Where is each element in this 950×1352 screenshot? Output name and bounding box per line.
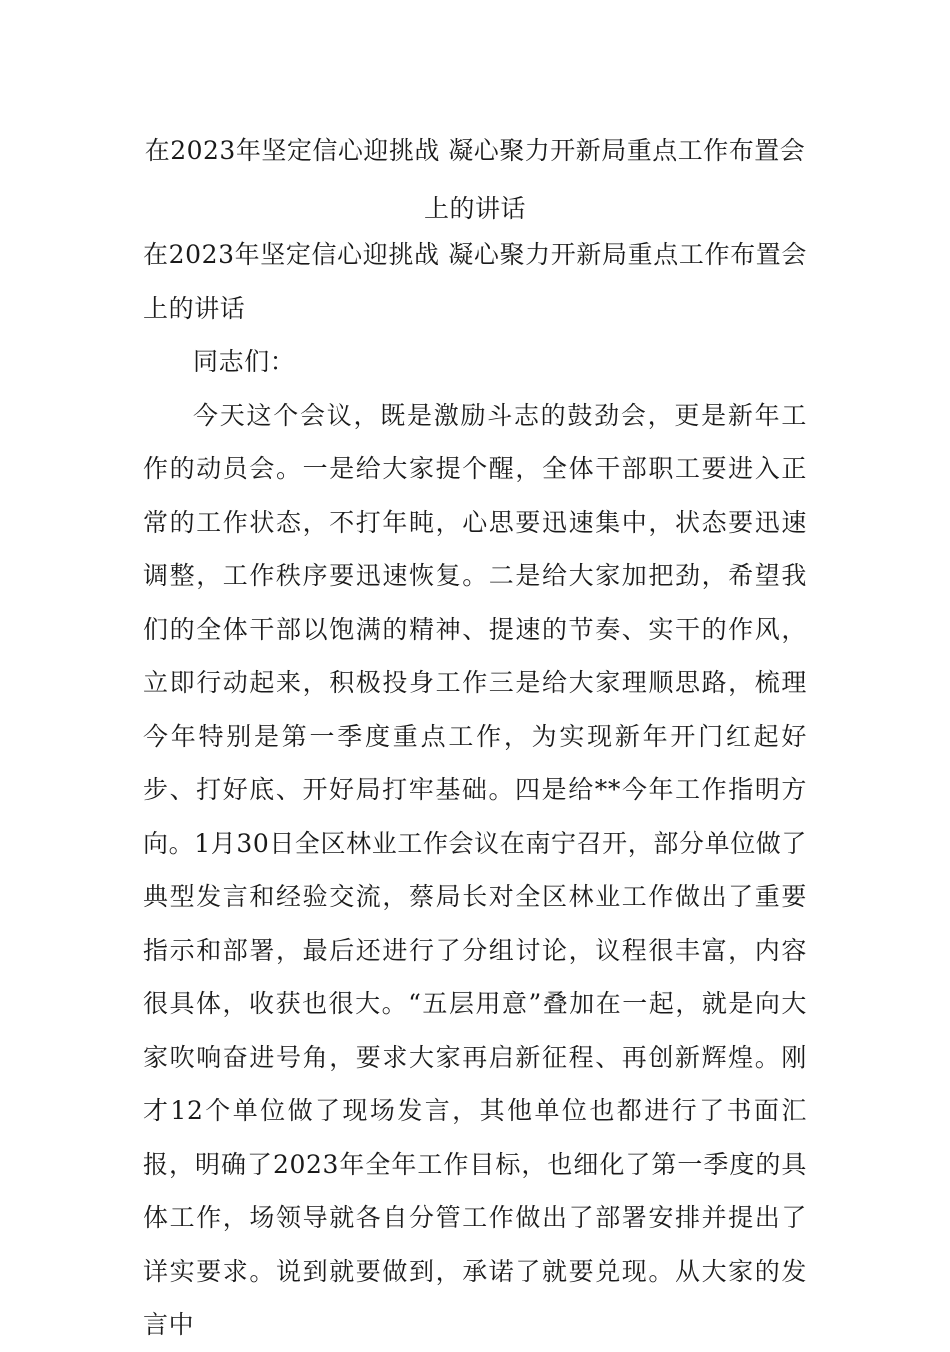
document-body bbox=[143, 228, 807, 1352]
salutation: 同志们： bbox=[193, 347, 296, 376]
document-title: 在2023年坚定信心迎挑战 凝心聚力开新局重点工作布置会上的讲话 bbox=[144, 136, 806, 223]
document-subtitle: 在2023年坚定信心迎挑战 凝心聚力开新局重点工作布置会上的讲话 bbox=[143, 240, 807, 323]
paragraph: 今天这个会议，既是激励斗志的鼓劲会，更是新年工作的动员会。一是给大家提个醒，全体干部职工要进入正常的工作状态，不打年盹，心思要迅速集中，状态要迅速调整，工作秩序要迅速恢复。二是给大家加把劲，希望我们的全体干部以饱满的精神、提速的节奏、实干的作风，立即行动起来，积极投身工作三是给大家理顺思路，梳理今年特别是第一季度重点工作，为实现新年开门红起好步、打好底、开好局打牢基础。四是给**今年工作指明方向。1月30日全区林业工作会议在南宁召开，部分单位做了典型发言和经验交流，蔡局长对全区林业工作做出了重要指示和部署，最后还进行了分组讨论，议程很丰富，内容很具体，收获也很大。“五层用意”叠加在一起，就是向大家吹响奋进号角，要求大家再启新征程、再创新辉煌。刚才12个单位做了现场发言，其他单位也都进行了书面汇报，明确了2023年全年工作目标，也细化了第一季度的具体工作，场领导就各自分管工作做出了部署安排并提出了详实要求。说到就要做到，承诺了就要兑现。从大家的发言中 bbox=[143, 400, 807, 1339]
